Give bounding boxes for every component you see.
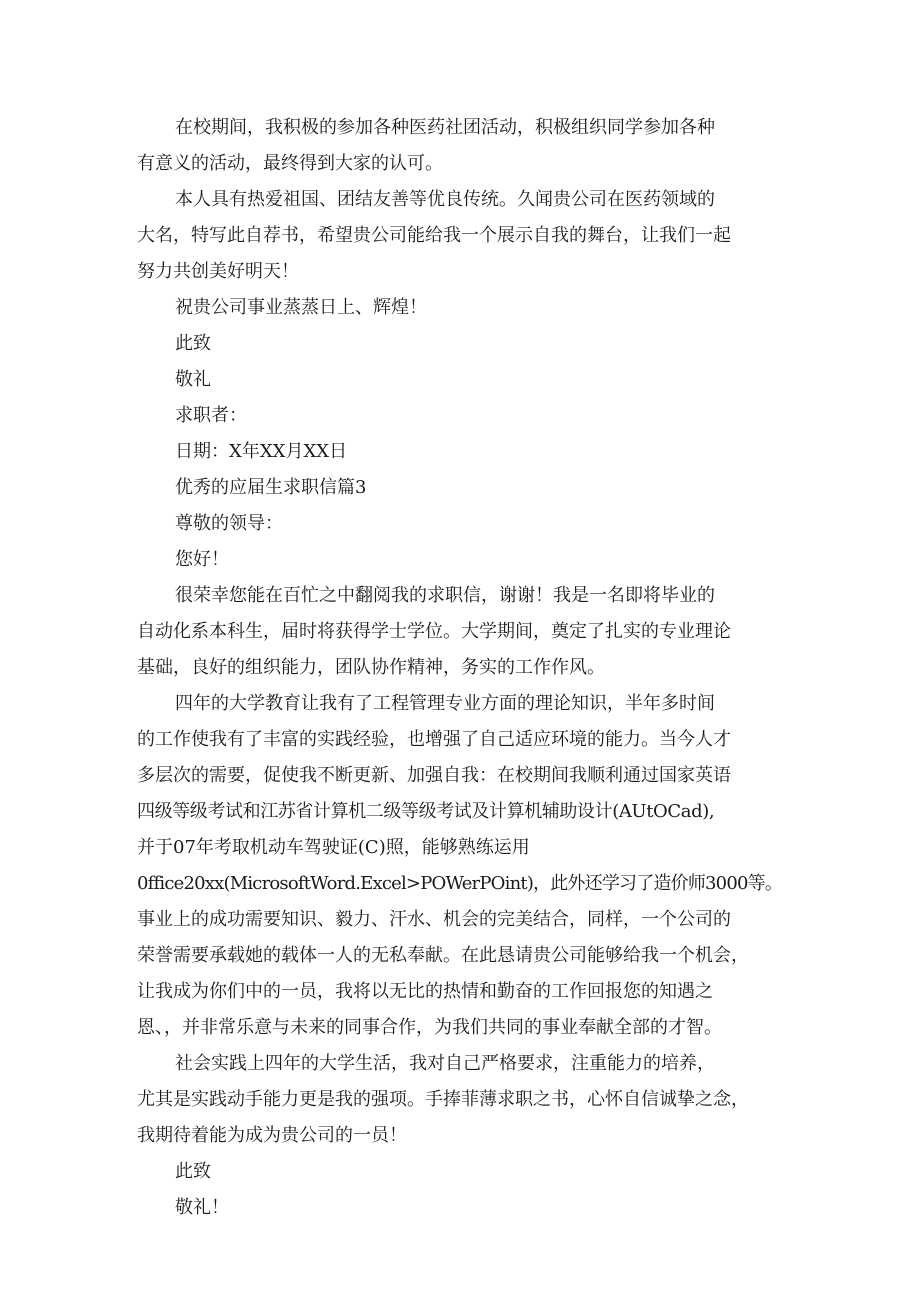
text-line: 事业上的成功需要知识、毅力、汗水、机会的完美结合，同样，一个公司的 — [137, 909, 731, 930]
text-line: 荣誉需要承载她的载体一人的无私奉献。在此恳请贵公司能够给我一个机会， — [137, 945, 749, 966]
closing-phrase: 此致 — [175, 1161, 211, 1182]
text-line: 祝贵公司事业蒸蒸日上、辉煌！ — [175, 297, 427, 318]
greeting: 您好！ — [175, 549, 229, 570]
text-line: 自动化系本科生，届时将获得学士学位。大学期间，奠定了扎实的专业理论 — [137, 621, 731, 642]
text-line: 努力共创美好明天！ — [137, 261, 299, 282]
text-line: 本人具有热爱祖国、团结友善等优良传统。久闻贵公司在医药领域的 — [175, 189, 715, 210]
text-line: 尤其是实践动手能力更是我的强项。手捧菲薄求职之书，心怀自信诚挚之念， — [137, 1089, 749, 1110]
text-line: 有意义的活动，最终得到大家的认可。 — [137, 153, 443, 174]
closing-salute: 敬礼！ — [175, 1197, 229, 1218]
text-line: 社会实践上四年的大学生活，我对自己严格要求，注重能力的培养， — [175, 1053, 715, 1074]
text-line: 并于07年考取机动车驾驶证(C)照，能够熟练运用 — [137, 837, 530, 858]
text-line: 大名，特写此自荐书，希望贵公司能给我一个展示自我的舞台，让我们一起 — [137, 225, 731, 246]
text-line: 很荣幸您能在百忙之中翻阅我的求职信，谢谢！我是一名即将毕业的 — [175, 585, 715, 606]
text-line: 的工作使我有了丰富的实践经验，也增强了自己适应环境的能力。当今人才 — [137, 729, 731, 750]
text-line: 让我成为你们中的一员，我将以无比的热情和勤奋的工作回报您的知遇之 — [137, 981, 713, 1002]
section-title: 优秀的应届生求职信篇3 — [175, 477, 367, 498]
closing-phrase: 此致 — [175, 333, 211, 354]
date-line: 日期：X年XX月XX日 — [175, 441, 348, 462]
text-line: 多层次的需要，促使我不断更新、加强自我：在校期间我顺利通过国家英语 — [137, 765, 731, 786]
text-line: 0ffice20xx(MicrosoftWord.Excel>POWerPOint)，此外还学习了造价师3000等。 — [137, 873, 783, 894]
closing-salute: 敬礼 — [175, 369, 211, 390]
applicant-label: 求职者： — [175, 405, 247, 426]
text-line: 我期待着能为成为贵公司的一员！ — [137, 1125, 407, 1146]
text-line: 在校期间，我积极的参加各种医药社团活动，积极组织同学参加各种 — [175, 117, 715, 138]
salutation: 尊敬的领导： — [175, 513, 283, 534]
text-line: 四年的大学教育让我有了工程管理专业方面的理论知识，半年多时间 — [175, 693, 715, 714]
document-body — [137, 110, 797, 1226]
text-line: 恩、，并非常乐意与未来的同事合作，为我们共同的事业奉献全部的才智。 — [137, 1017, 722, 1038]
text-line: 基础，良好的组织能力，团队协作精神，务实的工作作风。 — [137, 657, 605, 678]
text-line: 四级等级考试和江苏省计算机二级等级考试及计算机辅助设计(AUtOCad), — [137, 801, 715, 822]
